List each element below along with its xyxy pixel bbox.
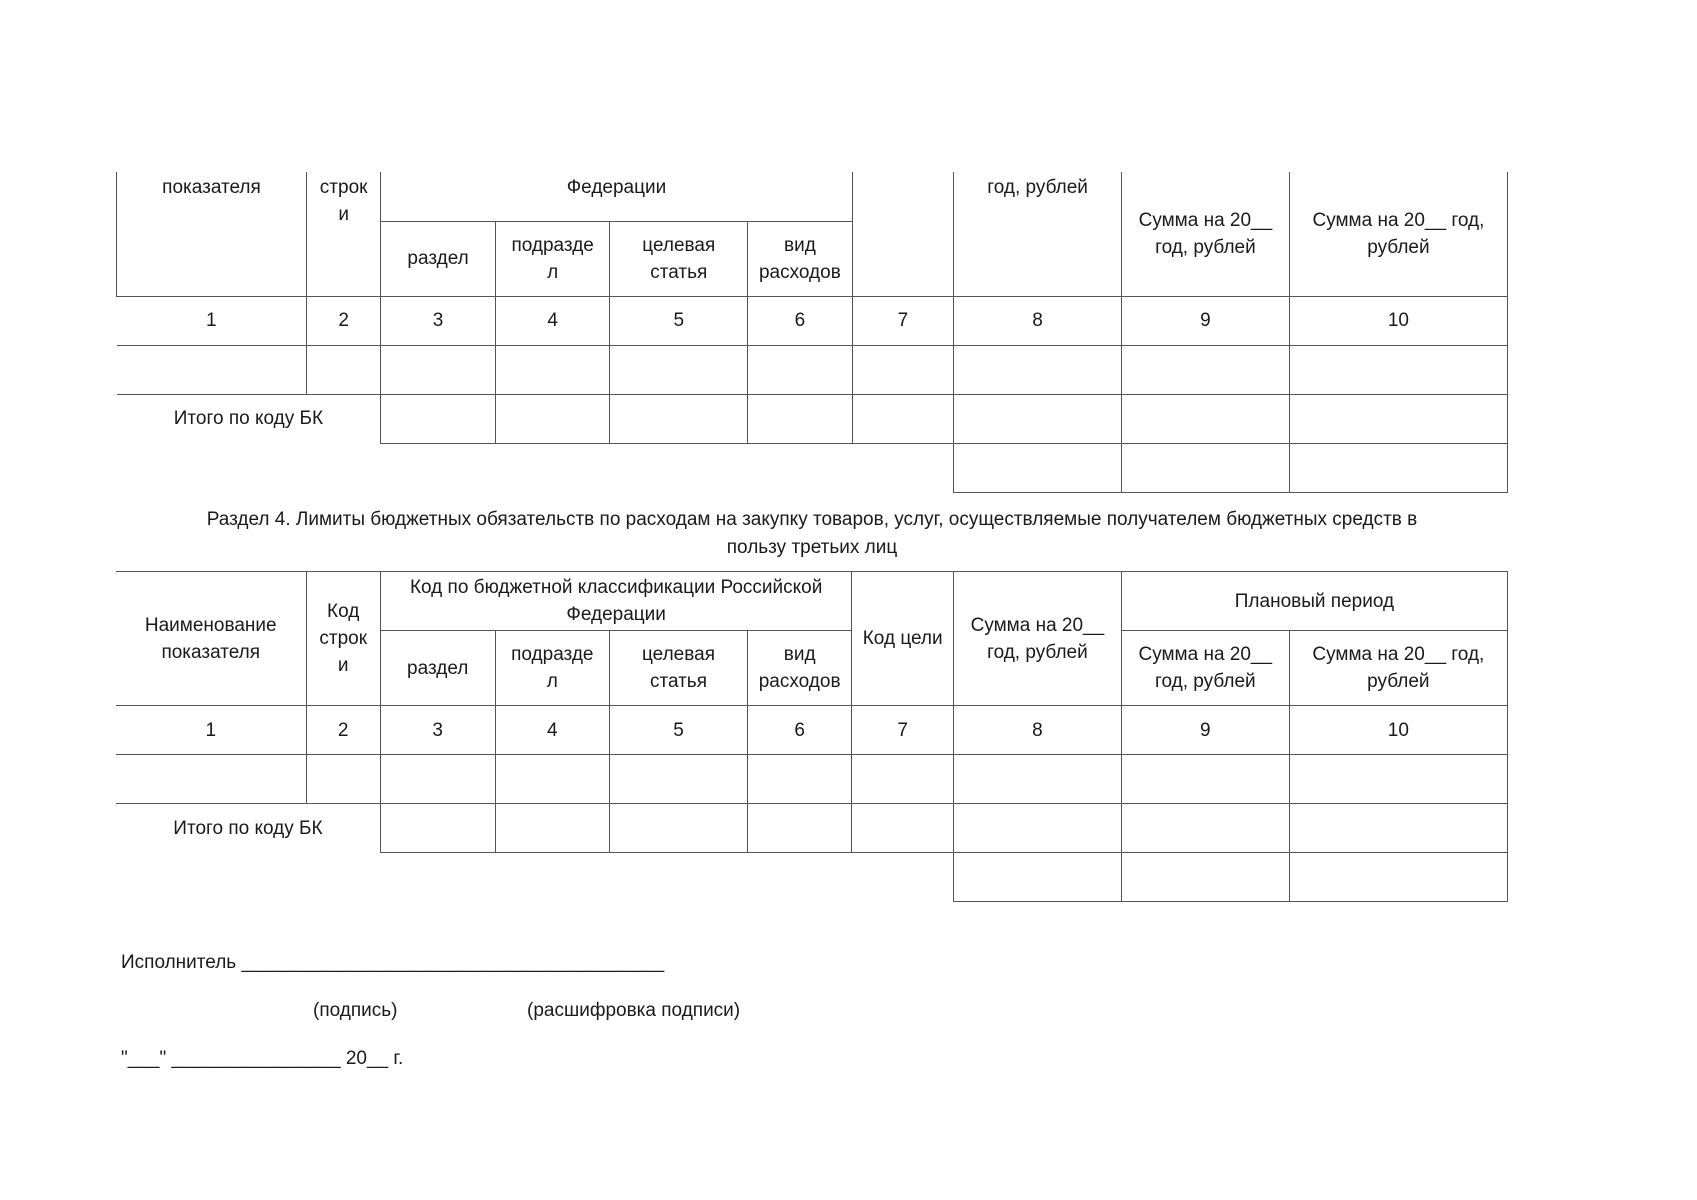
col-number: 10 <box>1289 296 1507 345</box>
header-expense-type: вид расходов <box>748 221 853 296</box>
table-cell[interactable] <box>747 755 852 804</box>
table-cell[interactable] <box>495 755 610 804</box>
total-extra-row <box>117 443 1508 492</box>
table-cell[interactable] <box>953 853 1121 902</box>
header-razdel: раздел <box>381 221 496 296</box>
table-cell[interactable] <box>953 804 1121 853</box>
header-row-code: Код строк и <box>306 572 380 706</box>
col-number: 5 <box>610 296 748 345</box>
table-cell[interactable] <box>954 443 1122 492</box>
header-sum-year2: Сумма на 20__ год, рублей <box>1121 172 1289 296</box>
date-line: "___" ________________ 20__ г. <box>121 1048 404 1069</box>
header-target-article: целевая статья <box>610 631 748 706</box>
table-cell[interactable] <box>953 755 1121 804</box>
table-cell[interactable] <box>610 345 748 394</box>
header-sum-current: год, рублей <box>954 172 1122 296</box>
col-number: 4 <box>495 706 610 755</box>
table-cell[interactable] <box>117 345 307 394</box>
header-budget-classification: Федерации <box>381 172 852 221</box>
table-cell[interactable] <box>954 394 1122 443</box>
table-cell[interactable] <box>748 394 853 443</box>
column-numbers-row <box>117 296 1508 345</box>
table-cell[interactable] <box>495 345 610 394</box>
table-cell[interactable] <box>610 394 748 443</box>
col-number: 5 <box>610 706 748 755</box>
table-cell[interactable] <box>306 755 380 804</box>
signature-decode-caption: (расшифровка подписи) <box>527 1000 741 1021</box>
table-cell[interactable] <box>852 345 954 394</box>
total-row <box>116 804 1508 853</box>
table-cell[interactable] <box>1289 345 1507 394</box>
col-number: 9 <box>1121 706 1289 755</box>
table-cell[interactable] <box>1121 804 1289 853</box>
header-sum-year3: Сумма на 20__ год, рублей <box>1289 172 1507 296</box>
table-cell[interactable] <box>852 804 954 853</box>
header-podrazdel: подразде л <box>495 631 610 706</box>
table-cell[interactable] <box>1289 394 1507 443</box>
table-cell[interactable] <box>610 804 748 853</box>
table-cell[interactable] <box>380 755 495 804</box>
header-podrazdel: подразде л <box>495 221 610 296</box>
table-cell[interactable] <box>495 804 610 853</box>
header-razdel: раздел <box>380 631 495 706</box>
total-label: Итого по коду БК <box>116 804 380 853</box>
table-cell[interactable] <box>381 345 496 394</box>
col-number: 1 <box>116 706 306 755</box>
col-number: 8 <box>954 296 1122 345</box>
executor-line: Исполнитель ________________________________________ <box>121 952 665 973</box>
header-name: показателя <box>117 172 307 296</box>
table-cell[interactable] <box>610 755 748 804</box>
table-row <box>116 755 1508 804</box>
header-name: Наименование показателя <box>116 572 306 706</box>
col-number: 6 <box>747 706 852 755</box>
table-cell[interactable] <box>1121 443 1289 492</box>
signature-caption: (подпись) <box>313 1000 398 1021</box>
section4-title-text: Раздел 4. Лимиты бюджетных обязательств по расходам на закупку товаров, услуг, осуществляемые получателем бюджетных средств в пользу третьих лиц <box>206 509 1418 558</box>
section3-table <box>116 172 1508 493</box>
table-cell[interactable] <box>954 345 1122 394</box>
section4-table <box>116 571 1508 902</box>
header-sum-year3: Сумма на 20__ год, рублей <box>1289 631 1507 706</box>
col-number: 7 <box>852 296 954 345</box>
col-number: 9 <box>1121 296 1289 345</box>
header-target-article: целевая статья <box>610 221 748 296</box>
table-cell[interactable] <box>1121 853 1289 902</box>
col-number: 3 <box>380 706 495 755</box>
table-cell[interactable] <box>1289 443 1507 492</box>
col-number: 2 <box>306 296 380 345</box>
table-cell[interactable] <box>381 394 496 443</box>
col-number: 10 <box>1289 706 1507 755</box>
table-cell[interactable] <box>747 804 852 853</box>
table-cell[interactable] <box>116 755 306 804</box>
header-goal-code <box>852 172 954 296</box>
header-planned-period: Плановый период <box>1121 572 1507 631</box>
table-cell[interactable] <box>306 345 380 394</box>
table-cell[interactable] <box>1121 755 1289 804</box>
header-sum-year2: Сумма на 20__ год, рублей <box>1121 631 1289 706</box>
col-number: 6 <box>748 296 853 345</box>
col-number: 1 <box>117 296 307 345</box>
table-cell[interactable] <box>380 804 495 853</box>
col-number: 8 <box>953 706 1121 755</box>
header-goal-code: Код цели <box>852 572 954 706</box>
table-cell[interactable] <box>748 345 853 394</box>
col-number: 2 <box>306 706 380 755</box>
column-numbers-row <box>116 706 1508 755</box>
total-row <box>117 394 1508 443</box>
header-sum-current: Сумма на 20__ год, рублей <box>953 572 1121 706</box>
header-expense-type: вид расходов <box>747 631 852 706</box>
col-number: 4 <box>495 296 610 345</box>
table-cell[interactable] <box>1121 394 1289 443</box>
table-cell[interactable] <box>852 755 954 804</box>
table-cell[interactable] <box>1289 755 1507 804</box>
col-number: 3 <box>381 296 496 345</box>
col-number: 7 <box>852 706 954 755</box>
table-cell[interactable] <box>1289 804 1507 853</box>
section4-title <box>116 506 1508 562</box>
header-row-code: строк и <box>306 172 380 296</box>
table-cell[interactable] <box>852 394 954 443</box>
table-cell[interactable] <box>1121 345 1289 394</box>
total-label: Итого по коду БК <box>117 394 381 443</box>
table-row <box>117 345 1508 394</box>
header-budget-classification: Код по бюджетной классификации Российской Федерации <box>380 572 852 631</box>
table-cell[interactable] <box>495 394 610 443</box>
total-extra-row <box>116 853 1508 902</box>
table-cell[interactable] <box>1289 853 1507 902</box>
